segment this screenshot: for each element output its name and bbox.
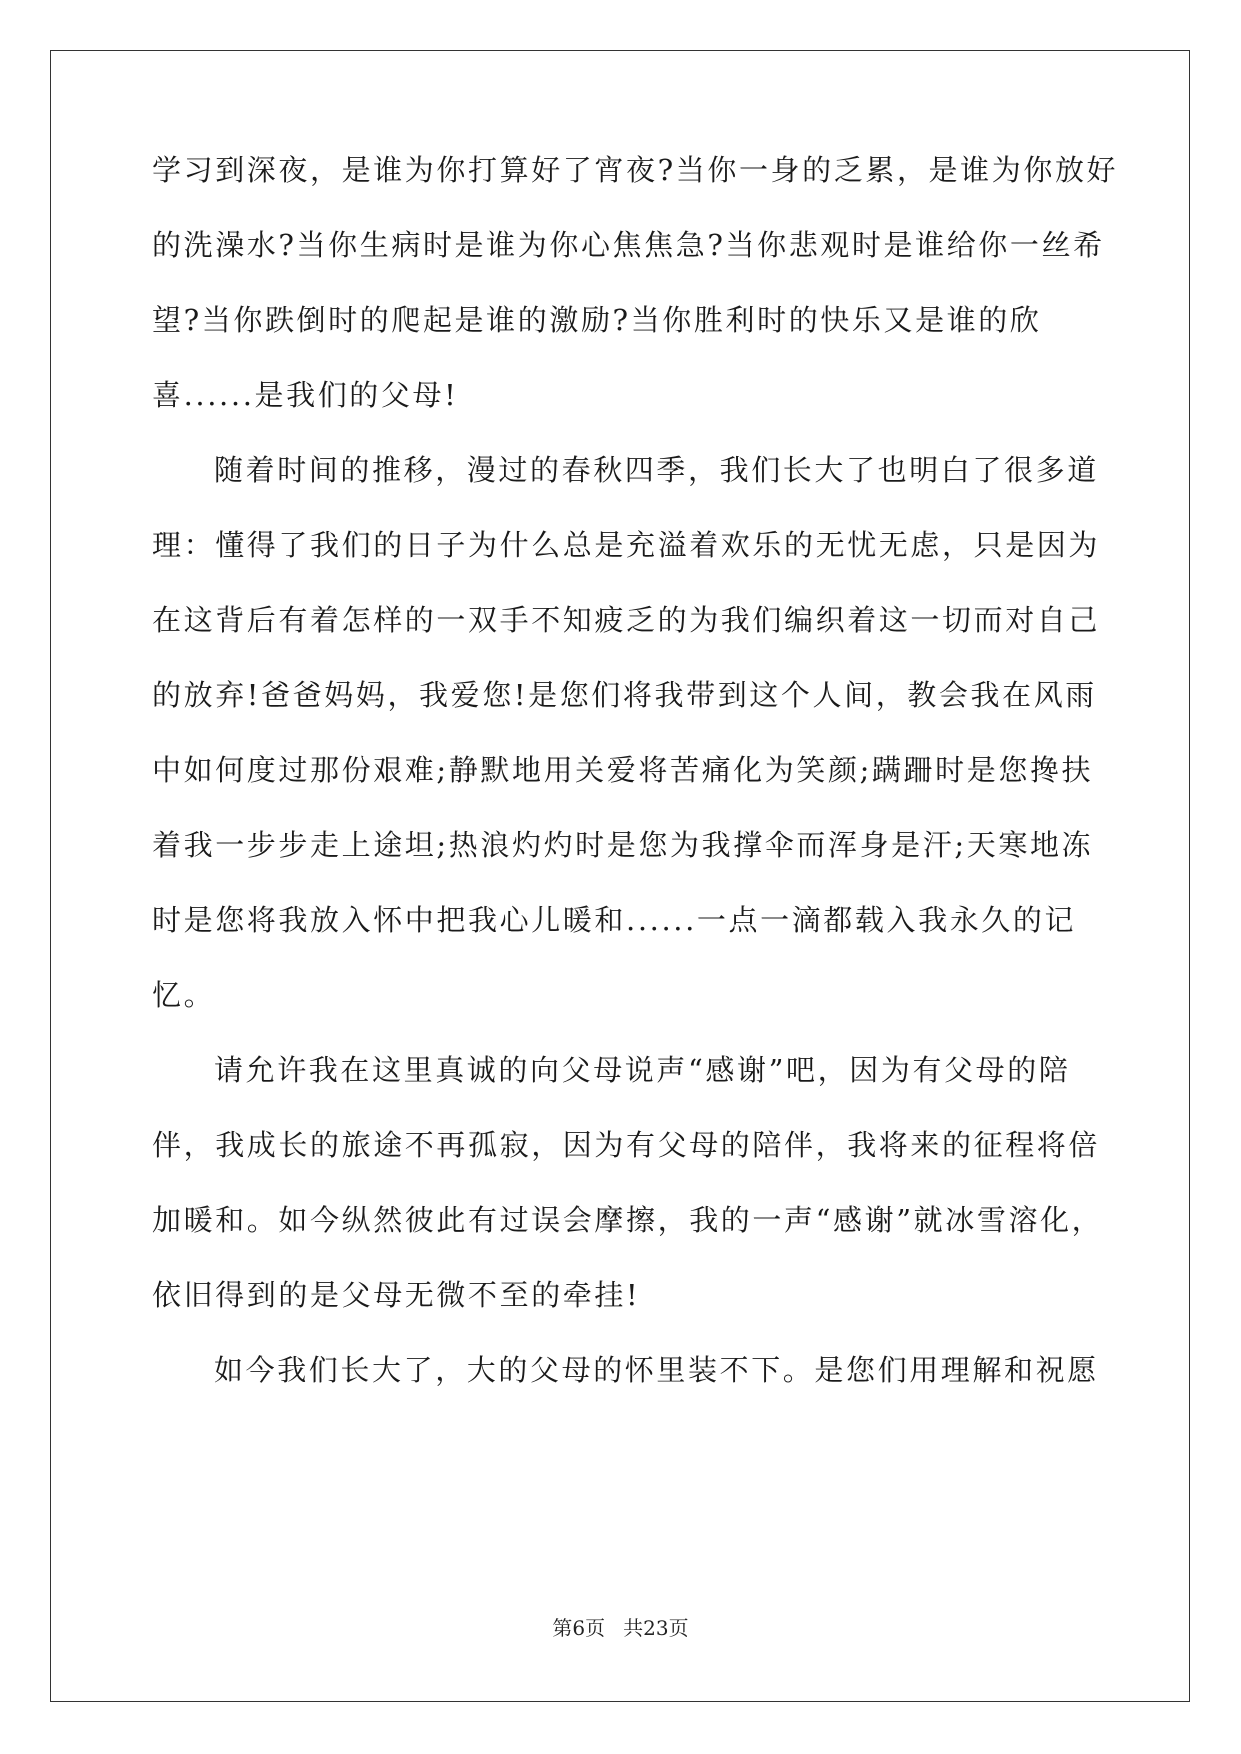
body-line-15: 加暖和。如今纵然彼此有过误会摩擦，我的一声“感谢”就冰雪溶化， (152, 1203, 1104, 1237)
paragraph-start-line: 如今我们长大了，大的父母的怀里装不下。是您们用理解和祝愿 (214, 1353, 1099, 1387)
body-line-1: 学习到深夜，是谁为你打算好了宵夜?当你一身的乏累，是谁为你放好 (152, 153, 1119, 187)
paragraph-start-line: 随着时间的推移，漫过的春秋四季，我们长大了也明白了很多道 (214, 453, 1099, 487)
paragraph-start-line: 请允许我在这里真诚的向父母说声“感谢”吧，因为有父母的陪 (214, 1053, 1071, 1087)
body-line-4: 喜......是我们的父母! (152, 378, 459, 412)
page-border (50, 50, 1190, 1702)
total-pages: 共23页 (623, 1616, 689, 1640)
body-line-10: 着我一步步走上途坦;热浪灼灼时是您为我撑伞而浑身是汗;天寒地冻 (152, 828, 1094, 862)
body-line-3: 望?当你跌倒时的爬起是谁的激励?当你胜利时的快乐又是谁的欣 (152, 303, 1042, 337)
page-footer (0, 1614, 1241, 1642)
body-line-9: 中如何度过那份艰难;静默地用关爱将苦痛化为笑颜;蹒跚时是您搀扶 (152, 753, 1094, 787)
body-line-6: 理：懂得了我们的日子为什么总是充溢着欢乐的无忧无虑，只是因为 (152, 528, 1101, 562)
body-line-16: 依旧得到的是父母无微不至的牵挂! (152, 1278, 641, 1312)
body-line-7: 在这背后有着怎样的一双手不知疲乏的为我们编织着这一切而对自己 (152, 603, 1101, 637)
body-line-2: 的洗澡水?当你生病时是谁为你心焦焦急?当你悲观时是谁给你一丝希 (152, 228, 1105, 262)
body-line-11: 时是您将我放入怀中把我心儿暖和......一点一滴都载入我永久的记 (152, 903, 1077, 937)
body-line-8: 的放弃!爸爸妈妈，我爱您!是您们将我带到这个人间，教会我在风雨 (152, 678, 1097, 712)
body-line-12: 忆。 (152, 978, 216, 1012)
page-number: 第6页 (552, 1616, 606, 1640)
body-line-14: 伴，我成长的旅途不再孤寂，因为有父母的陪伴，我将来的征程将倍 (152, 1128, 1101, 1162)
